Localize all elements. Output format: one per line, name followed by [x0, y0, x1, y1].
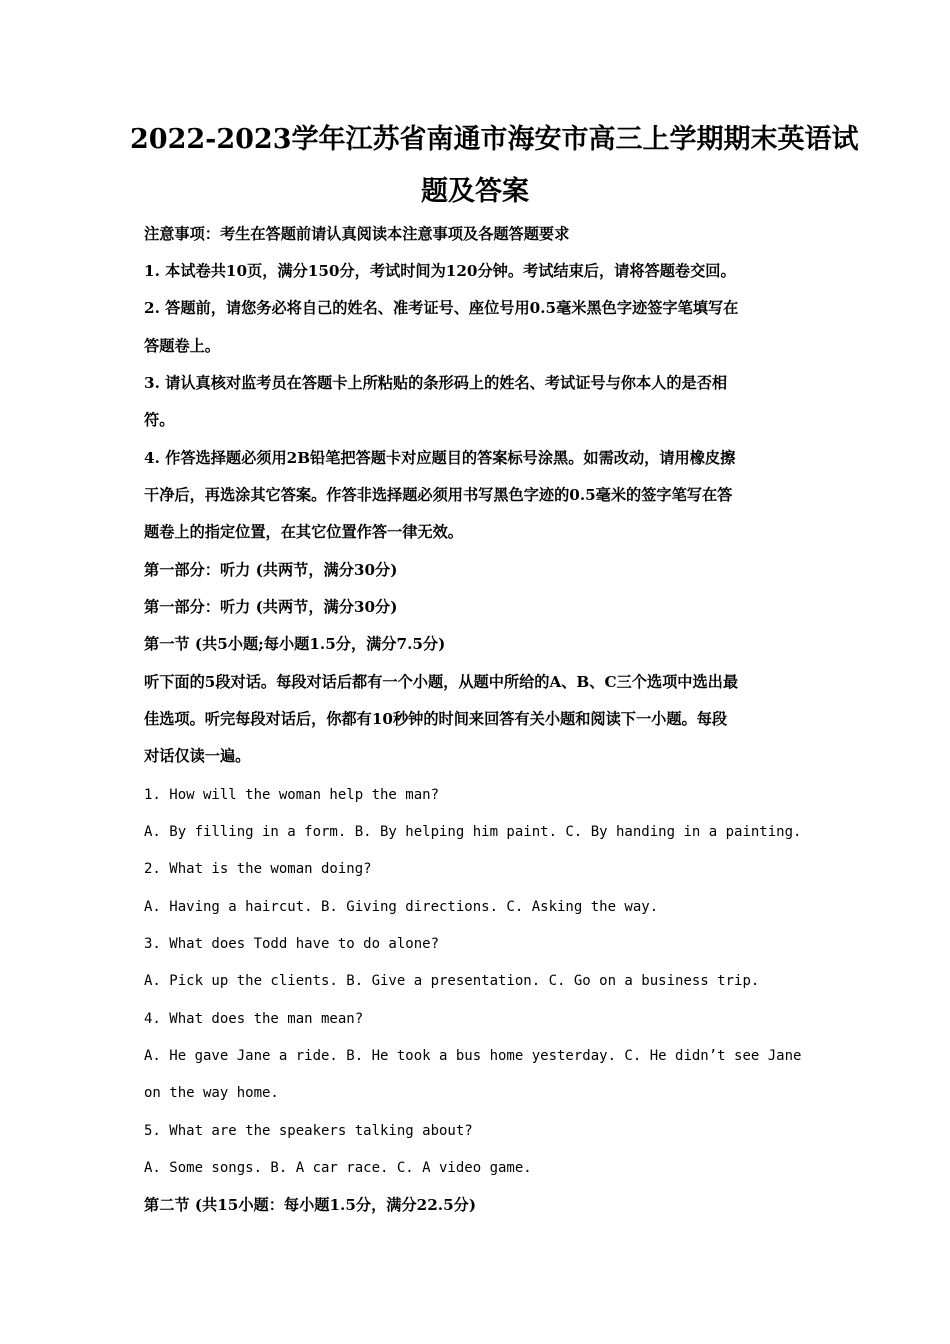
notice-item-2: 2. 答题前，请您务必将自己的姓名、准考证号、座位号用0.5毫米黑色字迹签字笔填写在: [144, 299, 739, 317]
notice-item-1: 1. 本试卷共10页，满分150分，考试时间为120分钟。考试结束后，请将答题卷交回。: [144, 262, 736, 280]
question-4: 4. What does the man mean?: [144, 1011, 364, 1027]
question-5-options: A. Some songs. B. A car race. C. A video game.: [144, 1160, 532, 1176]
part-one-heading-repeat: 第一部分：听力 (共两节，满分30分): [144, 598, 398, 616]
question-3-options: A. Pick up the clients. B. Give a presentation. C. Go on a business trip.: [144, 973, 760, 989]
question-4-options: A. He gave Jane a ride. B. He took a bus home yesterday. C. He didn’t see Jane: [144, 1048, 802, 1064]
notice-heading: 注意事项：考生在答题前请认真阅读本注意事项及各题答题要求: [144, 225, 570, 243]
question-1: 1. How will the woman help the man?: [144, 787, 440, 803]
question-5: 5. What are the speakers talking about?: [144, 1123, 473, 1139]
notice-item-3: 3. 请认真核对监考员在答题卡上所粘贴的条形码上的姓名、考试证号与你本人的是否相: [144, 374, 728, 392]
section-two-heading: 第二节 (共15小题：每小题1.5分，满分22.5分): [144, 1196, 477, 1214]
notice-item-4-cont-2: 题卷上的指定位置，在其它位置作答一律无效。: [144, 523, 463, 541]
question-3: 3. What does Todd have to do alone?: [144, 936, 440, 952]
question-2: 2. What is the woman doing?: [144, 861, 372, 877]
section-one-instruction-2: 佳选项。听完每段对话后，你都有10秒钟的时间来回答有关小题和阅读下一小题。每段: [144, 710, 728, 728]
section-one-instruction-1: 听下面的5段对话。每段对话后都有一个小题，从题中所给的A、B、C三个选项中选出最: [144, 673, 739, 691]
document-title-line-2: 题及答案: [421, 176, 529, 207]
section-one-instruction-3: 对话仅读一遍。: [144, 747, 251, 765]
part-one-heading: 第一部分：听力 (共两节，满分30分): [144, 561, 398, 579]
question-2-options: A. Having a haircut. B. Giving directions. C. Asking the way.: [144, 899, 659, 915]
notice-item-3-cont: 符。: [144, 411, 175, 429]
notice-item-4-cont-1: 干净后，再选涂其它答案。作答非选择题必须用书写黑色字迹的0.5毫米的签字笔写在答: [144, 486, 733, 504]
question-1-options: A. By filling in a form. B. By helping him paint. C. By handing in a painting.: [144, 824, 802, 840]
section-one-heading: 第一节 (共5小题;每小题1.5分，满分7.5分): [144, 635, 446, 653]
document-title-line-1: 2022-2023学年江苏省南通市海安市高三上学期期末英语试: [130, 124, 859, 155]
question-4-options-cont: on the way home.: [144, 1085, 279, 1101]
notice-item-2-cont: 答题卷上。: [144, 337, 220, 355]
notice-item-4: 4. 作答选择题必须用2B铅笔把答题卡对应题目的答案标号涂黑。如需改动，请用橡皮擦: [144, 449, 736, 467]
